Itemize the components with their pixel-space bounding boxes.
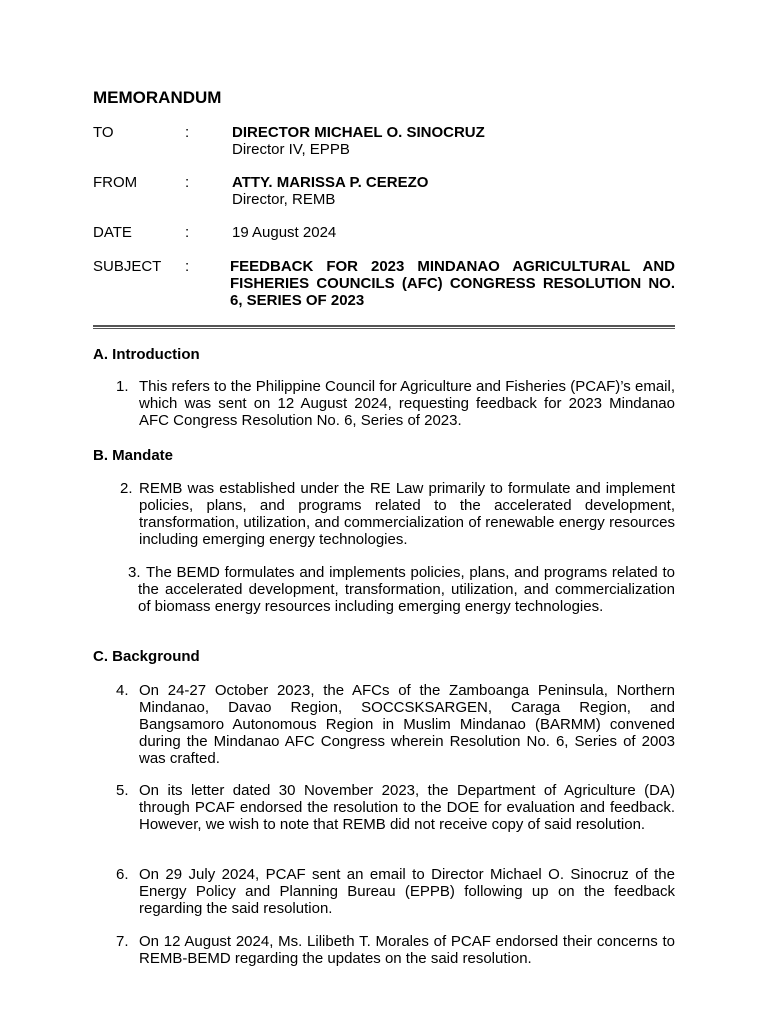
item-number: 2. xyxy=(120,480,133,497)
item-text: REMB was established under the RE Law primarily to formulate and implement policies, plans, and programs related to the accelerated development, transformation, utilization, and commercialization of renewable energy resources including emerging energy technologies. xyxy=(139,480,675,548)
item-text: On 12 August 2024, Ms. Lilibeth T. Morales of PCAF endorsed their concerns to REMB-BEMD regarding the updates on the said resolution. xyxy=(139,933,675,967)
from-name: ATTY. MARISSA P. CEREZO xyxy=(232,174,429,191)
item-text: On 29 July 2024, PCAF sent an email to Director Michael O. Sinocruz of the Energy Policy and Planning Bureau (EPPB) following up on the feedback regarding the said resolution. xyxy=(139,866,675,917)
item-number: 7. xyxy=(116,933,129,950)
item-number: 1. xyxy=(116,378,129,395)
header-divider xyxy=(93,325,675,329)
item-number: 5. xyxy=(116,782,129,799)
from-value xyxy=(232,174,675,208)
item-number: 6. xyxy=(116,866,129,883)
to-position: Director IV, EPPB xyxy=(232,141,350,158)
to-name: DIRECTOR MICHAEL O. SINOCRUZ xyxy=(232,124,485,141)
to-value xyxy=(232,124,675,158)
date-value: 19 August 2024 xyxy=(232,224,337,241)
memo-title: MEMORANDUM xyxy=(93,88,222,107)
to-colon: : xyxy=(185,124,190,141)
subject-label: SUBJECT xyxy=(93,258,162,275)
section-heading-background: C. Background xyxy=(93,648,200,665)
date-label: DATE xyxy=(93,224,132,241)
subject-colon: : xyxy=(185,258,190,275)
subject-value: FEEDBACK FOR 2023 MINDANAO AGRICULTURAL AND FISHERIES COUNCILS (AFC) CONGRESS RESOLUTION NO. 6, SERIES OF 2023 xyxy=(230,258,675,309)
item-text: This refers to the Philippine Council for Agriculture and Fisheries (PCAF)’s email, which was sent on 12 August 2024, requesting feedback for 2023 Mindanao AFC Congress Resolution No. 6, Series of 2023. xyxy=(139,378,675,429)
item-text: On 24-27 October 2023, the AFCs of the Zamboanga Peninsula, Northern Mindanao, Davao Region, SOCCSKSARGEN, Caraga Region, and Bangsamoro Autonomous Region in Muslim Mindanao (BARMM) convened during the Mindanao AFC Congress wherein Resolution No. 6, Series of 2003 was crafted. xyxy=(139,682,675,767)
from-label: FROM xyxy=(93,174,138,191)
date-colon: : xyxy=(185,224,190,241)
to-label: TO xyxy=(93,124,114,141)
item-number: 4. xyxy=(116,682,129,699)
from-position: Director, REMB xyxy=(232,191,336,208)
section-heading-introduction: A. Introduction xyxy=(93,346,200,363)
section-heading-mandate: B. Mandate xyxy=(93,447,174,464)
item-text: On its letter dated 30 November 2023, the Department of Agriculture (DA) through PCAF endorsed the resolution to the DOE for evaluation and feedback. However, we wish to note that REMB did not receive copy of said resolution. xyxy=(139,782,675,833)
item-number: 3. xyxy=(128,564,141,581)
from-colon: : xyxy=(185,174,190,191)
item-text: The BEMD formulates and implements policies, plans, and programs related to the accelerated development, transformation, utilization, and commercialization of biomass energy resources including emerging energy technologies. xyxy=(138,564,675,615)
